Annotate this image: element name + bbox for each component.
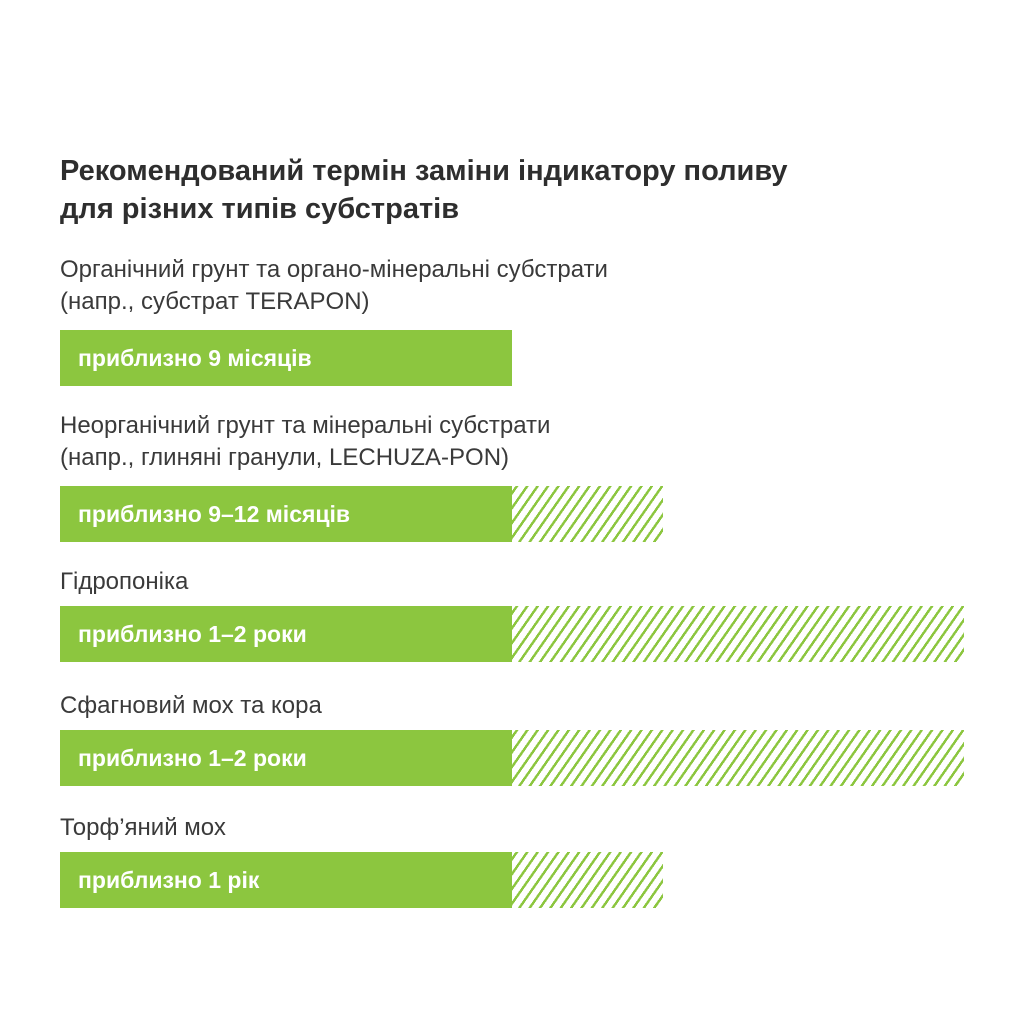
row-3 (60, 566, 307, 647)
bar-range-extension (512, 730, 964, 786)
bar-range-extension (512, 486, 663, 542)
chart-title: Рекомендований термін заміни індикатору поливу для різних типів субстратів (60, 155, 788, 225)
bar-track (60, 852, 964, 908)
bar-track (60, 606, 964, 662)
row-1 (60, 254, 608, 371)
bar-value-label: приблизно 9–12 місяців (78, 501, 351, 527)
bar-range-extension (512, 606, 964, 662)
bar-value-label: приблизно 9 місяців (78, 345, 312, 371)
bar-value-label: приблизно 1–2 роки (78, 745, 307, 771)
bar-track (60, 330, 964, 386)
bar-range-extension (512, 852, 663, 908)
row-2 (60, 410, 551, 527)
bar-track (60, 486, 964, 542)
bar-value-label: приблизно 1–2 роки (78, 621, 307, 647)
category-label: Торф’яний мох (60, 814, 226, 841)
bar-value-label: приблизно 1 рік (78, 867, 260, 893)
category-label: Сфагновий мох та кора (60, 692, 322, 719)
row-4 (60, 690, 322, 771)
category-label: Неорганічний грунт та мінеральні субстрати (напр., глиняні гранули, LECHUZA-PON) (60, 412, 551, 471)
row-5 (60, 812, 260, 893)
category-label: Гідропоніка (60, 568, 189, 595)
category-label: Органічний грунт та органо-мінеральні субстрати (напр., субстрат TERAPON) (60, 256, 608, 315)
bar-track (60, 730, 964, 786)
